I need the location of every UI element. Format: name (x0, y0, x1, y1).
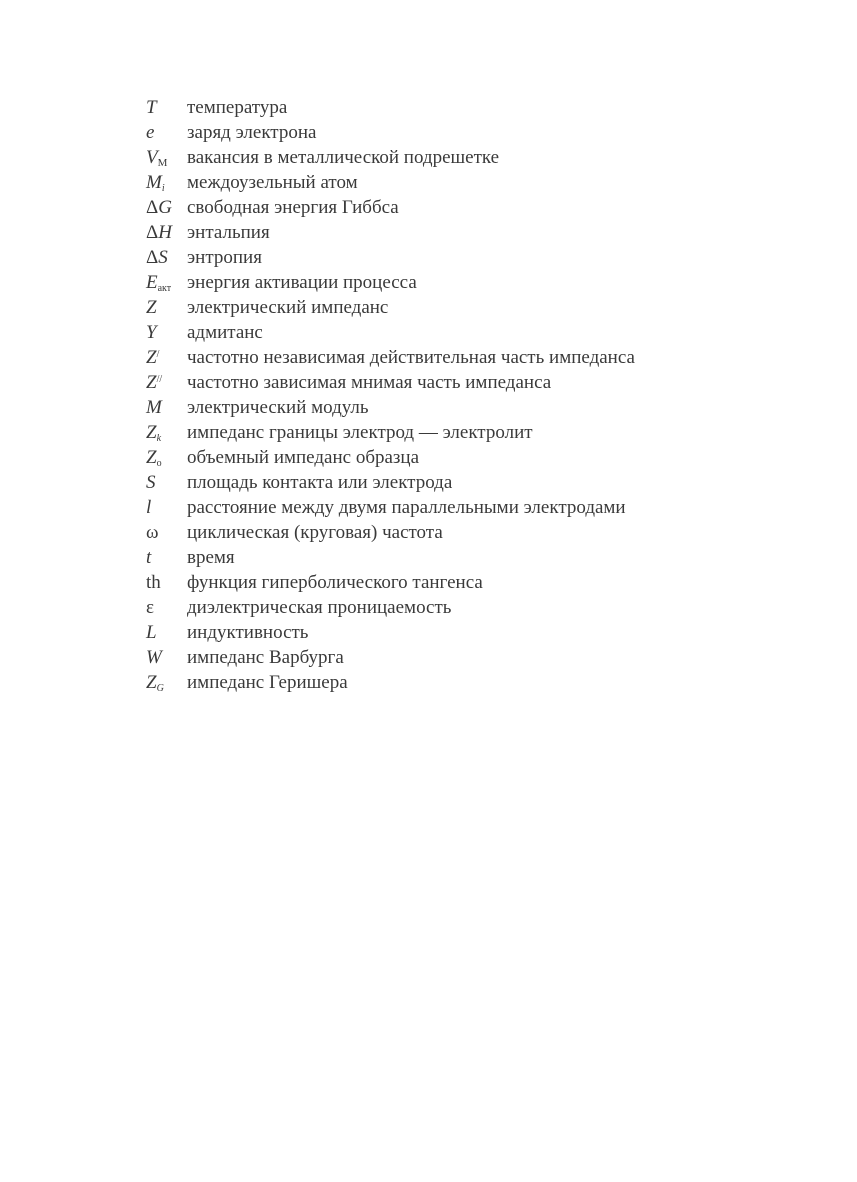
symbol-glossary-list (146, 95, 826, 695)
entry-symbol: L (146, 622, 157, 643)
glossary-entry (146, 495, 826, 520)
entry-description: частотно зависимая мнимая часть импеданса (187, 372, 552, 393)
glossary-entry (146, 270, 826, 295)
glossary-entry (146, 295, 826, 320)
entry-description: энтальпия (187, 222, 270, 243)
entry-symbol-subscript: G (156, 683, 164, 694)
delta-symbol: Δ (146, 197, 159, 218)
entry-symbol: Y (146, 322, 157, 343)
entry-symbol: S (146, 472, 156, 493)
entry-symbol: $Z_k$ (146, 422, 162, 444)
glossary-entry (146, 395, 826, 420)
entry-description: температура (187, 97, 288, 118)
entry-symbol: ε (146, 597, 154, 618)
glossary-entry (146, 470, 826, 495)
glossary-entry (146, 145, 826, 170)
entry-symbol: $Z_о$ (146, 447, 162, 469)
entry-symbol: t (146, 547, 152, 568)
glossary-entry (146, 370, 826, 395)
entry-description: вакансия в металлической подрешетке (187, 147, 500, 168)
entry-description: электрический модуль (187, 397, 369, 418)
entry-symbol-subscript: k (156, 433, 162, 444)
glossary-entry (146, 95, 826, 120)
entry-description: индуктивность (187, 622, 309, 643)
entry-description: функция гиперболического тангенса (187, 572, 483, 593)
glossary-entry (146, 170, 826, 195)
glossary-entry (146, 320, 826, 345)
entry-symbol-subscript: i (161, 183, 165, 194)
glossary-entry (146, 620, 826, 645)
entry-description: расстояние между двумя параллельными электродами (187, 497, 626, 518)
entry-description: площадь контакта или электрода (187, 472, 453, 493)
entry-symbol: Z (146, 297, 157, 318)
entry-symbol: W (146, 647, 162, 668)
entry-description: импеданс границы электрод — электролит (187, 422, 533, 443)
entry-description: заряд электрона (187, 122, 317, 143)
entry-symbol: $M_i$ (146, 172, 165, 194)
entry-description: адмитанс (187, 322, 263, 343)
entry-description: время (187, 547, 235, 568)
entry-description: энтропия (187, 247, 262, 268)
glossary-entry (146, 120, 826, 145)
entry-symbol: ΔH (146, 222, 172, 243)
delta-symbol: Δ (146, 247, 159, 268)
entry-symbol: ω (146, 522, 159, 543)
entry-description: свободная энергия Гиббса (187, 197, 399, 218)
glossary-entry (146, 445, 826, 470)
entry-description: импеданс Варбурга (187, 647, 344, 668)
entry-symbol: $V_М$ (146, 147, 168, 169)
entry-symbol-subscript: о (156, 458, 162, 469)
entry-symbol: e (146, 122, 155, 143)
entry-symbol: Z// (146, 372, 163, 393)
entry-symbol: M (146, 397, 162, 418)
entry-description: электрический импеданс (187, 297, 389, 318)
entry-symbol: $Z_G$ (146, 672, 164, 694)
glossary-entry (146, 245, 826, 270)
entry-symbol: $E_{акт}$ (146, 272, 172, 294)
entry-description: импеданс Геришера (187, 672, 348, 693)
glossary-entry (146, 345, 826, 370)
delta-symbol: Δ (146, 222, 159, 243)
entry-symbol: th (146, 572, 161, 593)
glossary-entry (146, 220, 826, 245)
entry-symbol-superscript: // (156, 374, 163, 385)
entry-symbol: ΔS (146, 247, 168, 268)
entry-description: энергия активации процесса (187, 272, 417, 293)
glossary-entry (146, 670, 826, 695)
entry-symbol: Z/ (146, 347, 160, 368)
entry-description: междоузельный атом (187, 172, 358, 193)
glossary-entry (146, 195, 826, 220)
glossary-entry (146, 570, 826, 595)
glossary-entry (146, 645, 826, 670)
entry-description: диэлектрическая проницаемость (187, 597, 452, 618)
entry-symbol: T (146, 97, 157, 118)
entry-description: циклическая (круговая) частота (187, 522, 443, 543)
entry-symbol: ΔG (146, 197, 172, 218)
glossary-entry (146, 520, 826, 545)
entry-symbol-subscript: М (157, 157, 168, 169)
entry-symbol: l (146, 497, 152, 518)
glossary-entry (146, 595, 826, 620)
entry-symbol-subscript: акт (157, 283, 172, 294)
entry-description: объемный импеданс образца (187, 447, 420, 468)
glossary-entry (146, 545, 826, 570)
glossary-entry (146, 420, 826, 445)
entry-description: частотно независимая действительная часть импеданса (187, 347, 635, 368)
entry-symbol-superscript: / (156, 349, 160, 360)
